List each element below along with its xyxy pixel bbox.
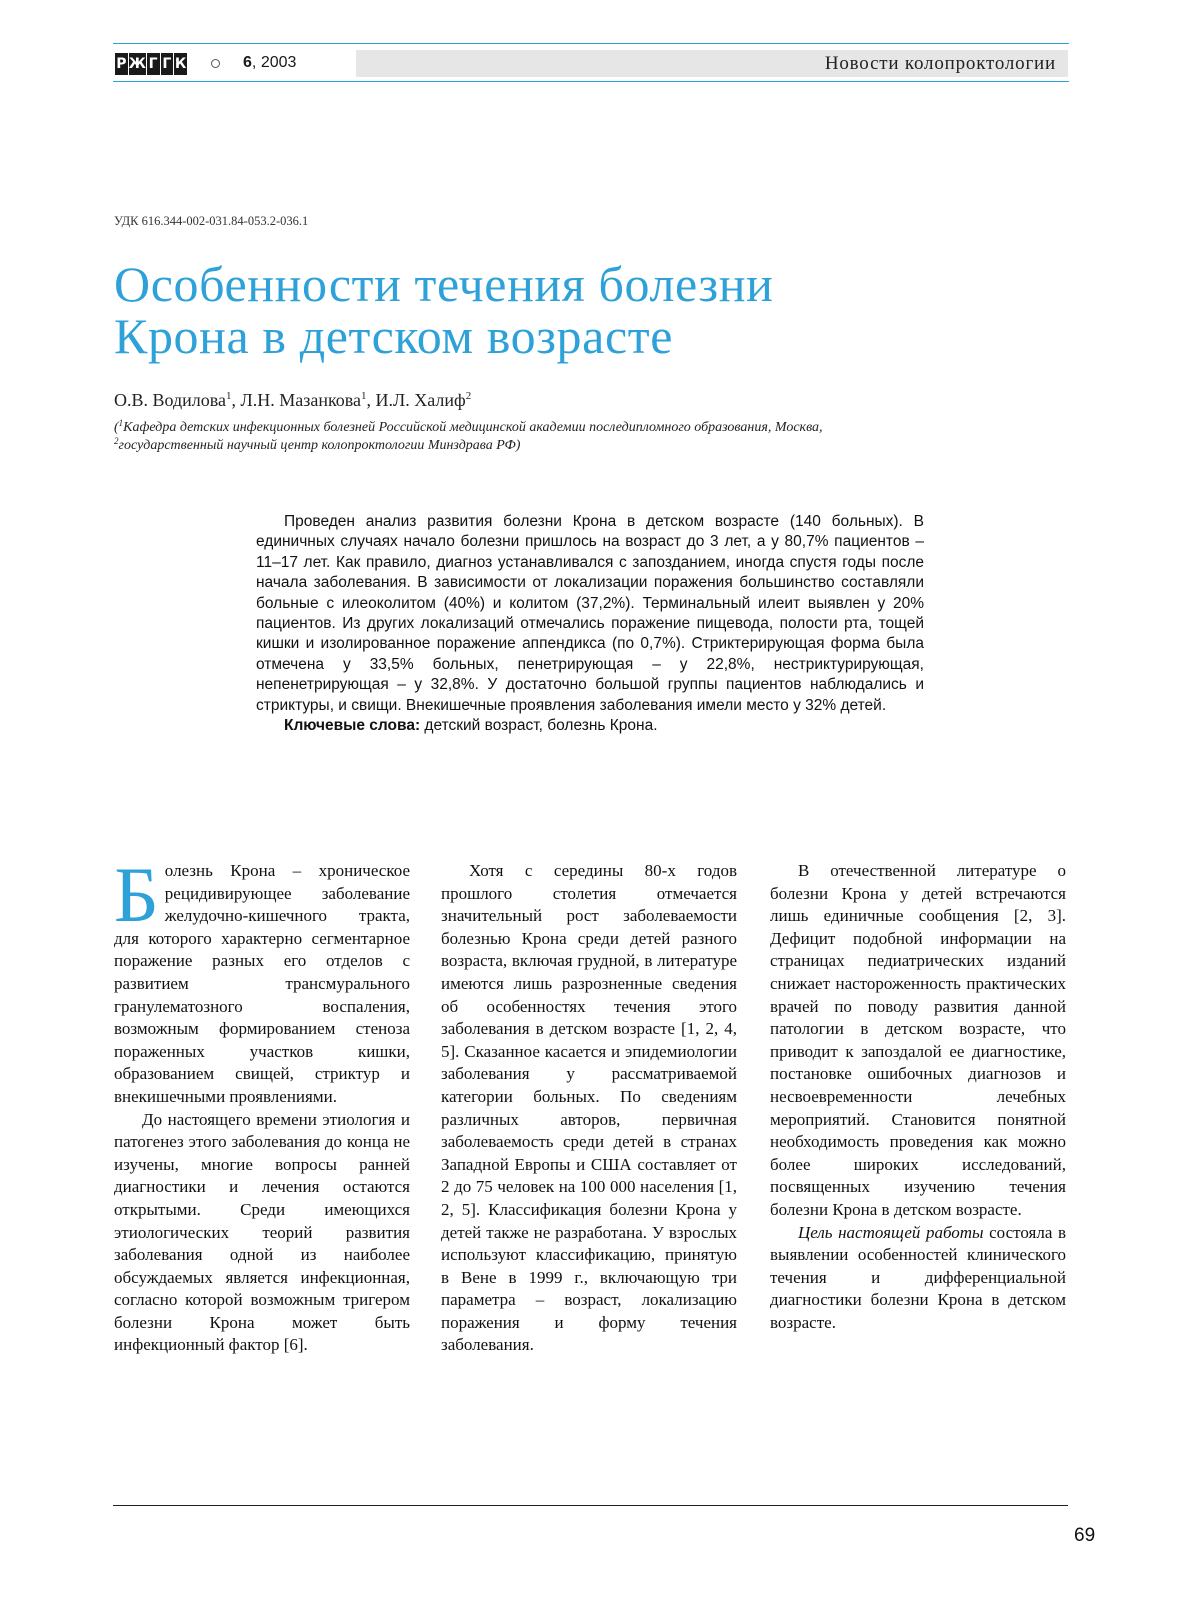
article-title [114, 258, 1014, 362]
logo-letter: Ж [129, 53, 146, 75]
author-affil-mark: 1 [361, 390, 367, 402]
page-number: 69 [1074, 1525, 1096, 1546]
bullet-icon [211, 59, 220, 68]
paragraph [114, 851, 410, 1109]
logo-letter: Г [161, 53, 174, 75]
affil-mark: 2 [114, 436, 119, 446]
author-name: И.Л. Халиф [375, 390, 466, 410]
title-line-2: Крона в детском возрасте [114, 308, 673, 364]
author-separator: , [231, 390, 241, 410]
paragraph-text: состояла в выявлении особенностей клинического течения и дифференциальной диагностики болезни Крона в детском возрасте. [770, 1222, 1066, 1332]
logo-letter: Р [115, 53, 128, 75]
paragraph: До настоящего времени этиология и патогенез этого заболевания до конца не изучены, многие вопросы ранней диагностики и лечения остаются открытыми. Среди имеющихся этиологических теорий развития заболевания одной из наиболее обсуждаемых является инфекционная, согласно которой возможным тригером болезни Крона может быть инфекционный фактор [6]. [114, 1109, 410, 1355]
abstract [256, 512, 924, 736]
body-column-3 [770, 860, 1066, 1334]
aim-phrase: Цель настоящей работы [798, 1222, 984, 1242]
footer-rule [113, 1505, 1068, 1506]
abstract-text: Проведен анализ развития болезни Крона в детском возрасте (140 больных). В единичных случаях начало болезни пришлось на возраст до 3 лет, а у 80,7% пациентов – 11–17 лет. Как правило, диагноз устанавливался с запозданием, иногда спустя годы после начала заболевания. В зависимости от локализации поражения большинство составляли больные с илеоколитом (40%) и колитом (37,2%). Терминальный илеит выявлен у 20% пациентов. Из других локализаций отмечались поражение пищевода, полости рта, тощей кишки и изолированное поражение аппендикса (по 0,7%). Стриктерирующая форма была отмечена у 33,5% больных, пенетрирующая – у 22,8%, нестриктурирующая, непенетрирующая – у 32,8%. У достаточно большой группы пациентов наблюдались и стриктуры, и свищи. Внекишечные проявления заболевания имели место у 32% детей. [256, 513, 924, 714]
body-column-1 [114, 851, 410, 1357]
affiliations [114, 419, 874, 455]
logo-letter: К [174, 53, 187, 75]
section-band [356, 50, 1068, 77]
affil-text-1: Кафедра детских инфекционных болезней Российской медицинской академии последипломного образования, Москва, [123, 420, 823, 435]
paragraph-text: олезнь Крона – хроническое рецидивирующее заболевание желудочно-кишечного тракта, для которого характерно сегментарное поражение разных его отделов с развитием трансмурального гранулематозного воспаления, возможным формированием стеноза пораженных участков кишки, образованием свищей, стриктур и внекишечными проявлениями. [114, 861, 410, 1106]
issue-year: 2003 [260, 54, 297, 71]
author-separator: , [366, 390, 376, 410]
section-title: Новости колопроктологии [824, 53, 1056, 74]
author-affil-mark: 1 [226, 390, 232, 402]
affil-mark: 1 [118, 418, 124, 428]
drop-cap: Б [114, 851, 159, 938]
logo-letter: Г [147, 53, 160, 75]
authors [114, 388, 471, 412]
title-line-1: Особенности течения болезни [114, 256, 774, 312]
keywords [256, 716, 924, 736]
udk-code: УДК 616.344-002-031.84-053.2-036.1 [114, 214, 309, 228]
issue-number: 6 [243, 54, 252, 71]
paragraph: В отечественной литературе о болезни Крона у детей встречаются лишь единичные сообщения [2, 3]. Дефицит подобной информации на страницах педиатрических изданий снижает настороженность практических врачей по поводу развития данной патологии в детском возрасте, что приводит к запоздалой ее диагностике, постановке ошибочных диагнозов и несвоевременности лечебных мероприятий. Становится понятной необходимость проведения как можно более широких исследований, посвященных изучению течения болезни Крона в детском возрасте. [770, 861, 1066, 1219]
affil-open: ( [114, 420, 119, 435]
author-name: Л.Н. Мазанкова [240, 390, 362, 410]
author-name: О.В. Водилова [114, 390, 227, 410]
keywords-text: детский возраст, болезнь Крона. [420, 717, 658, 735]
header-top-rule [113, 43, 1069, 44]
paragraph: Хотя с середины 80-х годов прошлого столетия отмечается значительный рост заболеваемости болезнью Крона среди детей разного возраста, включая грудной, в литературе имеются лишь разрозненные сведения об особенностях течения этого заболевания в детском возрасте [1, 2, 4, 5]. Сказанное касается и эпидемиологии заболевания у рассматриваемой категории больных. По сведениям различных авторов, первичная заболеваемость среди детей в странах Западной Европы и США составляет от 2 до 75 человек на 100 000 населения [1, 2, 5]. Классификация болезни Крона у детей также не разработана. У взрослых используют классификацию, принятую в Вене в 1999 г., включающую три параметра – возраст, локализацию поражения и форму течения заболевания. [441, 861, 737, 1355]
issue-separator: , [251, 54, 257, 71]
header-bottom-rule [113, 81, 1069, 82]
paragraph [770, 1222, 1066, 1335]
issue-info [243, 53, 296, 73]
author-affil-mark: 2 [465, 390, 472, 402]
journal-logo [115, 52, 187, 76]
body-column-2 [441, 860, 737, 1357]
keywords-label: Ключевые слова: [284, 717, 421, 735]
affil-text-2: государственный научный центр колопроктологии Минздрава РФ) [118, 438, 521, 453]
